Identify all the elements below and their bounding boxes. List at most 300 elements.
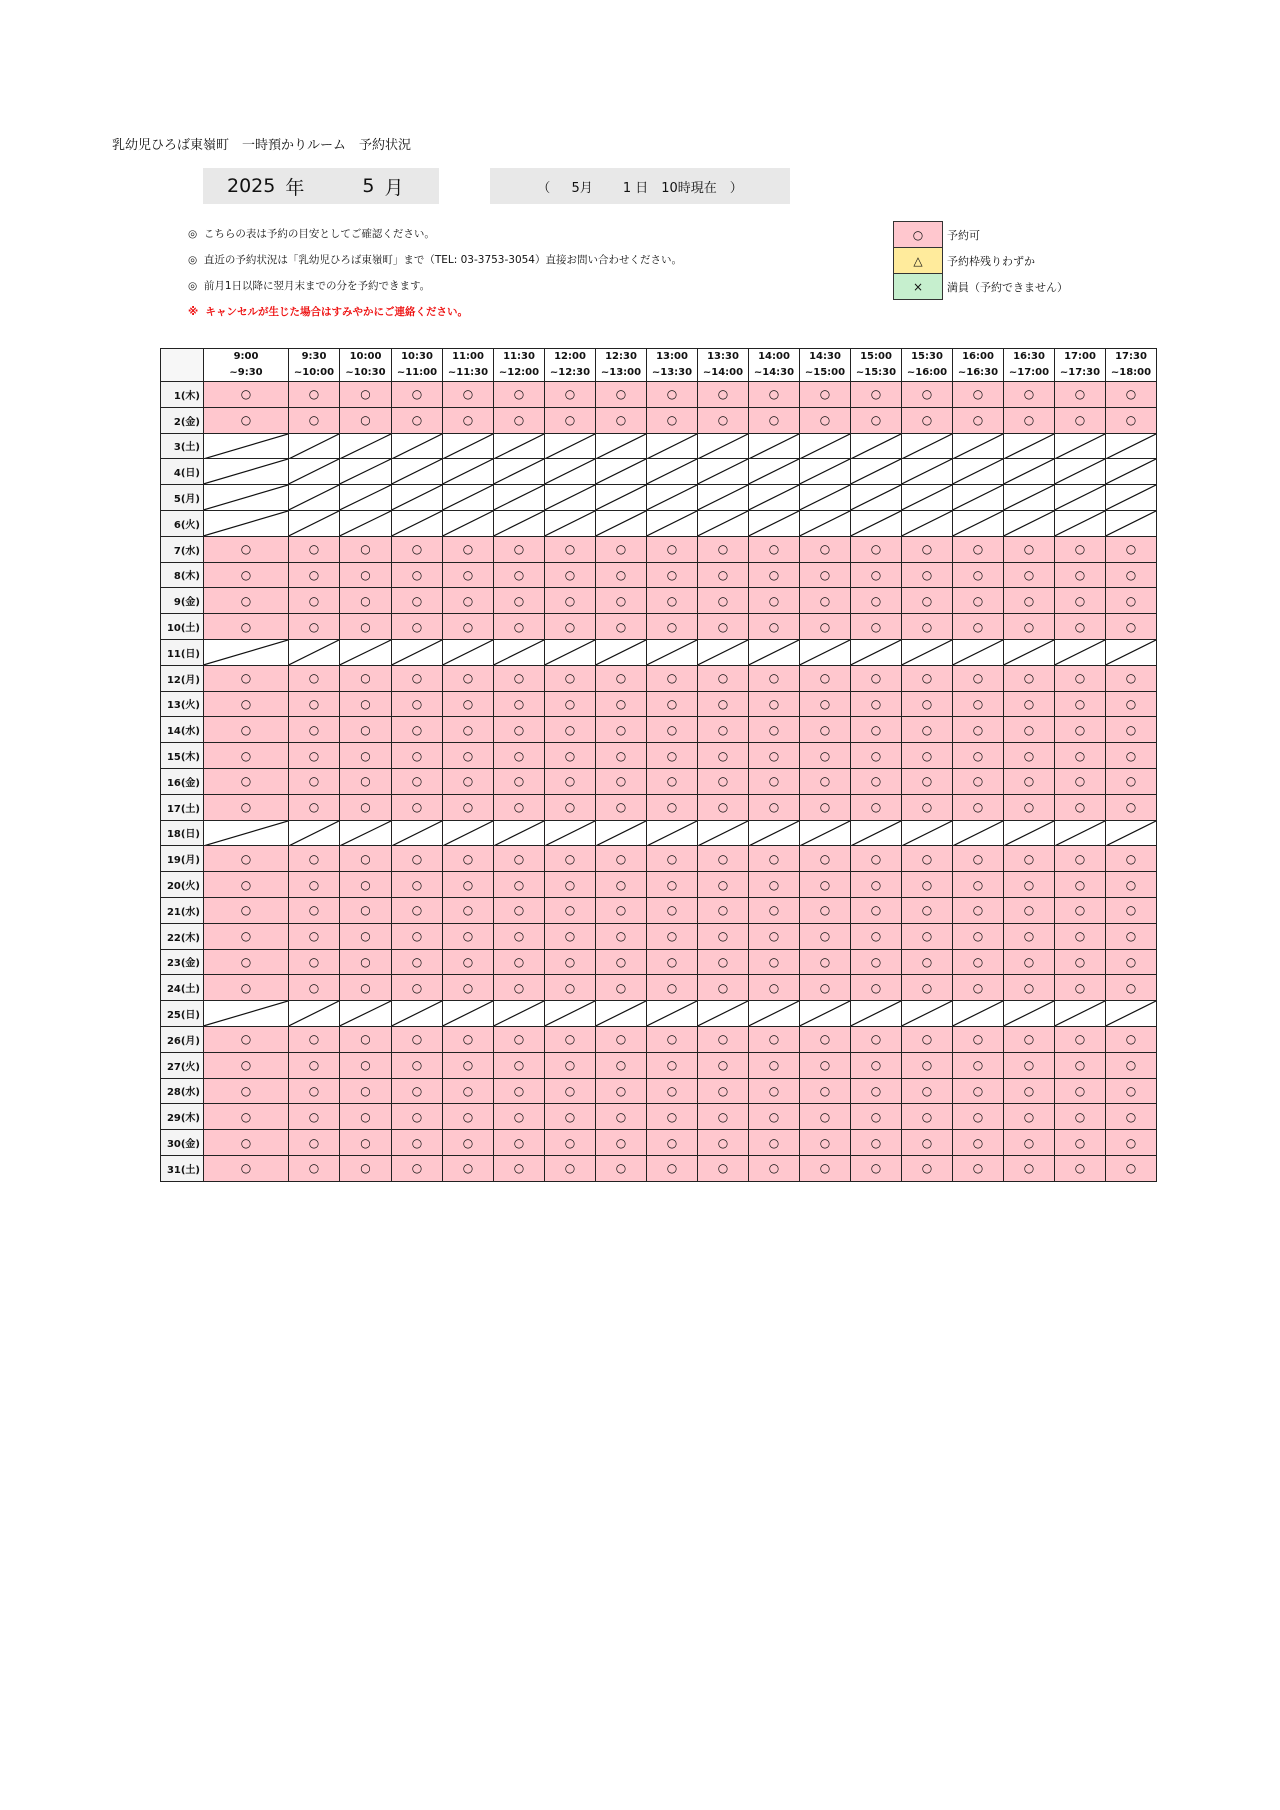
day-label: 18(日)	[161, 820, 204, 846]
day-row	[161, 1026, 1157, 1052]
diagonal-slash	[902, 640, 952, 665]
closed-slot	[902, 510, 953, 536]
slot-status: ○	[494, 536, 545, 562]
closed-slot	[1004, 510, 1055, 536]
closed-slot	[596, 510, 647, 536]
slot-status: ○	[596, 923, 647, 949]
reservation-table-body	[161, 382, 1157, 1182]
slot-status: ○	[1055, 614, 1106, 640]
closed-slot	[596, 820, 647, 846]
slot-status: ○	[596, 1104, 647, 1130]
closed-slot	[749, 485, 800, 511]
reservation-table	[160, 348, 1157, 1182]
slot-status: ○	[204, 949, 289, 975]
closed-slot	[1004, 1001, 1055, 1027]
diagonal-slash	[1004, 1001, 1054, 1026]
slot-status: ○	[749, 872, 800, 898]
time-slot-header	[545, 349, 596, 382]
slot-status: ○	[749, 562, 800, 588]
time-slot-end: ~12:00	[498, 367, 540, 378]
slot-status: ○	[204, 614, 289, 640]
slot-status: ○	[289, 1104, 340, 1130]
diagonal-slash	[494, 459, 544, 484]
diagonal-slash	[1106, 459, 1156, 484]
diagonal-slash	[392, 434, 442, 459]
slot-status: ○	[392, 536, 443, 562]
slot-status: ○	[340, 407, 392, 433]
slot-status: ○	[1055, 949, 1106, 975]
time-slot-end: ~13:30	[651, 367, 693, 378]
slot-status: ○	[800, 846, 851, 872]
time-slot-start: 10:30	[401, 351, 433, 362]
slot-status: ○	[289, 1052, 340, 1078]
closed-slot	[800, 1001, 851, 1027]
slot-status: ○	[204, 717, 289, 743]
slot-status: ○	[545, 923, 596, 949]
as-of-status-box: （ 5月 1 日 10時現在 ）	[490, 168, 790, 204]
closed-slot	[545, 510, 596, 536]
time-slot-start: 11:00	[452, 351, 484, 362]
diagonal-slash	[289, 459, 339, 484]
slot-status: ○	[204, 562, 289, 588]
slot-status: ○	[340, 794, 392, 820]
legend-label-available: 予約可	[947, 228, 980, 242]
closed-slot	[902, 1001, 953, 1027]
slot-status: ○	[1004, 872, 1055, 898]
slot-status: ○	[800, 1104, 851, 1130]
note-item: ◎ 前月1日以降に翌月末までの分を予約できます。	[188, 280, 431, 292]
closed-slot	[443, 459, 494, 485]
diagonal-slash	[902, 511, 952, 536]
slot-status: ○	[340, 536, 392, 562]
time-slot-start: 17:30	[1115, 351, 1147, 362]
slot-status: ○	[1106, 665, 1157, 691]
slot-status: ○	[289, 614, 340, 640]
diagonal-slash	[953, 1001, 1003, 1026]
closed-slot	[800, 459, 851, 485]
diagonal-slash	[204, 1001, 288, 1026]
slot-status: ○	[494, 407, 545, 433]
time-slot-start: 10:00	[349, 351, 382, 362]
diagonal-slash	[698, 459, 748, 484]
closed-slot	[902, 485, 953, 511]
slot-status: ○	[289, 923, 340, 949]
slot-status: ○	[494, 897, 545, 923]
slot-status: ○	[800, 949, 851, 975]
slot-status: ○	[698, 665, 749, 691]
slot-status: ○	[647, 1104, 698, 1130]
time-slot-start: 13:30	[707, 351, 739, 362]
slot-status: ○	[289, 665, 340, 691]
slot-status: ○	[851, 562, 902, 588]
closed-slot	[1106, 1001, 1157, 1027]
slot-status: ○	[1106, 768, 1157, 794]
slot-status: ○	[851, 794, 902, 820]
diagonal-slash	[1106, 640, 1156, 665]
diagonal-slash	[698, 821, 748, 846]
slot-status: ○	[1106, 897, 1157, 923]
diagonal-slash	[596, 485, 646, 510]
time-slot-start: 15:00	[860, 351, 892, 362]
slot-status: ○	[953, 975, 1004, 1001]
diagonal-slash	[1055, 1001, 1105, 1026]
slot-status: ○	[698, 691, 749, 717]
slot-status: ○	[596, 949, 647, 975]
slot-status: ○	[800, 691, 851, 717]
closed-slot	[392, 510, 443, 536]
slot-status: ○	[545, 382, 596, 408]
diagonal-slash	[647, 511, 697, 536]
year-value: 2025	[227, 175, 276, 197]
diagonal-slash	[545, 485, 595, 510]
day-label: 5(月)	[161, 485, 204, 511]
closed-slot	[204, 485, 289, 511]
closed-slot	[698, 459, 749, 485]
slot-status: ○	[545, 407, 596, 433]
diagonal-slash	[443, 485, 493, 510]
slot-status: ○	[204, 691, 289, 717]
diagonal-slash	[953, 640, 1003, 665]
closed-slot	[204, 459, 289, 485]
slot-status: ○	[392, 872, 443, 898]
time-header-row	[161, 349, 1157, 382]
slot-status: ○	[494, 1104, 545, 1130]
time-slot-header	[647, 349, 698, 382]
diagonal-slash	[1004, 640, 1054, 665]
closed-slot	[596, 485, 647, 511]
slot-status: ○	[851, 665, 902, 691]
closed-slot	[443, 433, 494, 459]
slot-status: ○	[1004, 588, 1055, 614]
closed-slot	[800, 433, 851, 459]
slot-status: ○	[851, 1155, 902, 1181]
diagonal-slash	[647, 485, 697, 510]
slot-status: ○	[902, 536, 953, 562]
slot-status: ○	[204, 794, 289, 820]
slot-status: ○	[647, 846, 698, 872]
slot-status: ○	[1055, 923, 1106, 949]
diagonal-slash	[596, 640, 646, 665]
closed-slot	[851, 510, 902, 536]
slot-status: ○	[953, 407, 1004, 433]
slot-status: ○	[902, 768, 953, 794]
day-row	[161, 794, 1157, 820]
day-label: 19(月)	[161, 846, 204, 872]
day-row	[161, 639, 1157, 665]
slot-status: ○	[1106, 1155, 1157, 1181]
slot-status: ○	[749, 588, 800, 614]
slot-status: ○	[1055, 407, 1106, 433]
slot-status: ○	[1106, 923, 1157, 949]
time-slot-header	[749, 349, 800, 382]
closed-slot	[1055, 485, 1106, 511]
slot-status: ○	[851, 1052, 902, 1078]
slot-status: ○	[1106, 691, 1157, 717]
slot-status: ○	[1004, 743, 1055, 769]
diagonal-slash	[289, 511, 339, 536]
slot-status: ○	[749, 768, 800, 794]
closed-slot	[289, 485, 340, 511]
diagonal-slash	[545, 434, 595, 459]
diagonal-slash	[204, 821, 288, 846]
closed-slot	[749, 1001, 800, 1027]
slot-status: ○	[392, 1130, 443, 1156]
slot-status: ○	[596, 743, 647, 769]
slot-status: ○	[1106, 743, 1157, 769]
diagonal-slash	[698, 434, 748, 459]
closed-slot	[545, 639, 596, 665]
time-slot-start: 9:00	[233, 351, 259, 362]
slot-status: ○	[392, 614, 443, 640]
slot-status: ○	[698, 1155, 749, 1181]
slot-status: ○	[1004, 1026, 1055, 1052]
time-slot-end: ~14:30	[753, 367, 795, 378]
slot-status: ○	[953, 665, 1004, 691]
closed-slot	[953, 510, 1004, 536]
slot-status: ○	[443, 949, 494, 975]
slot-status: ○	[749, 1078, 800, 1104]
slot-status: ○	[289, 1155, 340, 1181]
diagonal-slash	[289, 485, 339, 510]
slot-status: ○	[545, 897, 596, 923]
slot-status: ○	[1055, 768, 1106, 794]
diagonal-slash	[749, 1001, 799, 1026]
slot-status: ○	[851, 923, 902, 949]
closed-slot	[545, 459, 596, 485]
day-row	[161, 897, 1157, 923]
day-label: 12(月)	[161, 665, 204, 691]
time-slot-start: 11:30	[503, 351, 535, 362]
slot-status: ○	[749, 743, 800, 769]
slot-status: ○	[749, 614, 800, 640]
slot-status: ○	[443, 743, 494, 769]
slot-status: ○	[800, 382, 851, 408]
slot-status: ○	[902, 975, 953, 1001]
day-row	[161, 614, 1157, 640]
legend-row-full	[894, 274, 1069, 300]
closed-slot	[1004, 485, 1055, 511]
slot-status: ○	[596, 665, 647, 691]
diagonal-slash	[698, 640, 748, 665]
day-row	[161, 588, 1157, 614]
slot-status: ○	[1106, 1078, 1157, 1104]
slot-status: ○	[1004, 562, 1055, 588]
slot-status: ○	[1106, 614, 1157, 640]
closed-slot	[698, 510, 749, 536]
slot-status: ○	[443, 1078, 494, 1104]
slot-status: ○	[545, 794, 596, 820]
diagonal-slash	[204, 511, 288, 536]
slot-status: ○	[1004, 614, 1055, 640]
slot-status: ○	[494, 1130, 545, 1156]
time-slot-header	[800, 349, 851, 382]
closed-slot	[851, 820, 902, 846]
slot-status: ○	[289, 897, 340, 923]
closed-slot	[749, 433, 800, 459]
diagonal-slash	[800, 485, 850, 510]
closed-slot	[494, 1001, 545, 1027]
slot-status: ○	[596, 717, 647, 743]
diagonal-slash	[340, 640, 391, 665]
closed-slot	[953, 459, 1004, 485]
slot-status: ○	[443, 846, 494, 872]
slot-status: ○	[698, 743, 749, 769]
time-slot-end: ~11:00	[396, 367, 438, 378]
diagonal-slash	[800, 1001, 850, 1026]
day-label: 2(金)	[161, 407, 204, 433]
slot-status: ○	[953, 923, 1004, 949]
slot-status: ○	[340, 1052, 392, 1078]
slot-status: ○	[494, 382, 545, 408]
slot-status: ○	[749, 665, 800, 691]
slot-status: ○	[289, 872, 340, 898]
slot-status: ○	[443, 1130, 494, 1156]
slot-status: ○	[545, 743, 596, 769]
diagonal-slash	[749, 640, 799, 665]
closed-slot	[289, 459, 340, 485]
slot-status: ○	[647, 1052, 698, 1078]
diagonal-slash	[204, 640, 288, 665]
diagonal-slash	[443, 459, 493, 484]
closed-slot	[392, 485, 443, 511]
cancel-notice: ※ キャンセルが生じた場合はすみやかにご連絡ください。	[188, 306, 469, 318]
time-slot-start: 13:00	[656, 351, 688, 362]
diagonal-slash	[1004, 485, 1054, 510]
slot-status: ○	[800, 1130, 851, 1156]
slot-status: ○	[647, 923, 698, 949]
diagonal-slash	[953, 434, 1003, 459]
day-label: 17(土)	[161, 794, 204, 820]
slot-status: ○	[392, 975, 443, 1001]
slot-status: ○	[953, 794, 1004, 820]
slot-status: ○	[749, 536, 800, 562]
diagonal-slash	[749, 485, 799, 510]
slot-status: ○	[1055, 846, 1106, 872]
slot-status: ○	[204, 923, 289, 949]
closed-slot	[953, 433, 1004, 459]
diagonal-slash	[289, 821, 339, 846]
slot-status: ○	[851, 975, 902, 1001]
slot-status: ○	[596, 382, 647, 408]
slot-status: ○	[392, 1104, 443, 1130]
diagonal-slash	[1055, 434, 1105, 459]
time-slot-header	[1055, 349, 1106, 382]
diagonal-slash	[1106, 434, 1156, 459]
slot-status: ○	[902, 1130, 953, 1156]
slot-status: ○	[443, 1052, 494, 1078]
closed-slot	[204, 639, 289, 665]
slot-status: ○	[698, 975, 749, 1001]
slot-status: ○	[800, 897, 851, 923]
slot-status: ○	[1106, 1052, 1157, 1078]
slot-status: ○	[289, 382, 340, 408]
closed-slot	[851, 1001, 902, 1027]
closed-slot	[647, 1001, 698, 1027]
slot-status: ○	[494, 923, 545, 949]
slot-status: ○	[698, 872, 749, 898]
diagonal-slash	[851, 434, 901, 459]
closed-slot	[443, 639, 494, 665]
slot-status: ○	[1004, 717, 1055, 743]
diagonal-slash	[289, 434, 339, 459]
diagonal-slash	[545, 821, 595, 846]
slot-status: ○	[800, 872, 851, 898]
slot-status: ○	[902, 1078, 953, 1104]
time-slot-start: 16:30	[1013, 351, 1045, 362]
day-row	[161, 562, 1157, 588]
slot-status: ○	[596, 1155, 647, 1181]
slot-status: ○	[392, 562, 443, 588]
diagonal-slash	[596, 821, 646, 846]
closed-slot	[545, 1001, 596, 1027]
slot-status: ○	[851, 872, 902, 898]
day-row	[161, 691, 1157, 717]
diagonal-slash	[1106, 511, 1156, 536]
closed-slot	[340, 510, 392, 536]
time-slot-end: ~16:00	[906, 367, 948, 378]
diagonal-slash	[340, 511, 391, 536]
slot-status: ○	[953, 717, 1004, 743]
legend-symbol-few: △	[894, 248, 943, 274]
diagonal-slash	[800, 434, 850, 459]
slot-status: ○	[443, 382, 494, 408]
closed-slot	[340, 433, 392, 459]
slot-status: ○	[953, 872, 1004, 898]
day-label: 23(金)	[161, 949, 204, 975]
diagonal-slash	[902, 434, 952, 459]
diagonal-slash	[902, 821, 952, 846]
time-slot-header	[1004, 349, 1055, 382]
day-label: 25(日)	[161, 1001, 204, 1027]
diagonal-slash	[545, 640, 595, 665]
diagonal-slash	[340, 821, 391, 846]
slot-status: ○	[443, 897, 494, 923]
slot-status: ○	[340, 949, 392, 975]
page-title: 乳幼児ひろば東嶺町 一時預かりルーム 予約状況	[112, 138, 412, 153]
closed-slot	[545, 485, 596, 511]
slot-status: ○	[800, 768, 851, 794]
slot-status: ○	[289, 1130, 340, 1156]
slot-status: ○	[596, 872, 647, 898]
slot-status: ○	[443, 588, 494, 614]
closed-slot	[647, 485, 698, 511]
closed-slot	[443, 820, 494, 846]
time-slot-header	[443, 349, 494, 382]
slot-status: ○	[1055, 665, 1106, 691]
slot-status: ○	[494, 768, 545, 794]
slot-status: ○	[443, 407, 494, 433]
diagonal-slash	[392, 459, 442, 484]
slot-status: ○	[443, 614, 494, 640]
slot-status: ○	[1055, 717, 1106, 743]
slot-status: ○	[647, 975, 698, 1001]
diagonal-slash	[596, 1001, 646, 1026]
slot-status: ○	[851, 1026, 902, 1052]
slot-status: ○	[749, 897, 800, 923]
diagonal-slash	[392, 1001, 442, 1026]
closed-slot	[204, 510, 289, 536]
day-row	[161, 510, 1157, 536]
time-slot-header	[340, 349, 392, 382]
slot-status: ○	[800, 923, 851, 949]
slot-status: ○	[204, 407, 289, 433]
day-row	[161, 459, 1157, 485]
diagonal-slash	[953, 459, 1003, 484]
slot-status: ○	[851, 536, 902, 562]
diagonal-slash	[851, 511, 901, 536]
closed-slot	[443, 1001, 494, 1027]
closed-slot	[1055, 433, 1106, 459]
